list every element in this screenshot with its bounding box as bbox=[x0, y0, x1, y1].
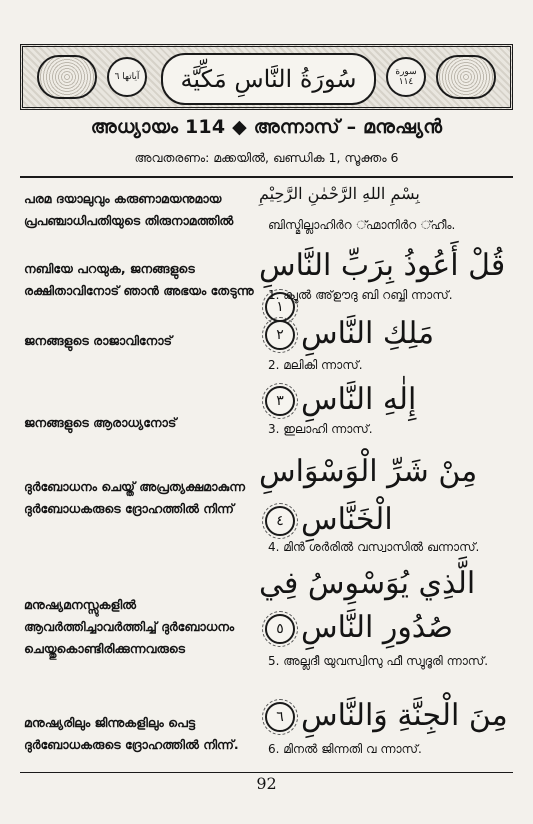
verse-number-2: ٢ bbox=[265, 320, 295, 350]
verse-6-transliteration: 6. മിനൽ ജിന്നതി വ ന്നാസ്. bbox=[268, 742, 422, 756]
verse-2-translation: ജനങ്ങളുടെ രാജാവിനോട് bbox=[24, 333, 173, 348]
bismillah-transliteration: ബിസ്മില്ലാഹിർറ ്ഹ്മാനിർറ ്ഹീം. bbox=[268, 218, 456, 232]
verse-2-arabic bbox=[259, 314, 509, 354]
verse-5-transliteration: 5. അല്ലദീ യുവസ്വിസു ഫീ സ്വുദൂരി ന്നാസ്. bbox=[268, 654, 489, 668]
surah-name-arabic: سُورَةُ النَّاسِ مَكِّيَّة bbox=[161, 53, 376, 105]
verse-number-5: ٥ bbox=[265, 614, 295, 644]
verse-number-3: ٣ bbox=[265, 386, 295, 416]
surah-number-medallion: سورة ١١٤ bbox=[386, 57, 426, 97]
ornamental-header bbox=[20, 44, 513, 110]
verse-2-arabic-text: مَلِكِ النَّاسِ bbox=[301, 316, 435, 351]
verse-number-6: ٦ bbox=[265, 702, 295, 732]
verse-1-transliteration: 1. ക്വുൽ അ്ഊദു ബി റബ്ബി ന്നാസ്. bbox=[268, 288, 453, 302]
ornament-right bbox=[436, 55, 496, 99]
verse-3-arabic bbox=[259, 380, 509, 420]
verse-number-4: ٤ bbox=[265, 506, 295, 536]
verse-3-translation: ജനങ്ങളുടെ ആരാധ്യനോട് bbox=[24, 415, 177, 430]
verse-1-translation: നബിയേ പറയുക, ജനങ്ങളുടെ രക്ഷിതാവിനോട് ഞാൻ അഭയം തേടുന്നു bbox=[24, 261, 254, 298]
verse-1-arabic-text: قُلْ أَعُوذُ بِرَبِّ النَّاسِ bbox=[259, 248, 506, 283]
ornament-left bbox=[37, 55, 97, 99]
verse-6-translation: മനുഷ്യരിലും ജിന്നുകളിലും പെട്ട ദുർബോധകരുടെ ദ്രോഹത്തിൽ നിന്ന്. bbox=[24, 715, 239, 752]
verse-5-arabic bbox=[259, 562, 509, 650]
footer-divider bbox=[20, 772, 513, 773]
verse-5-translation: മനുഷ്യമനസ്സുകളിൽ ആവർത്തിച്ചാവർത്തിച്ച് ദുർബോധനം ചെയ്തുകൊണ്ടിരിക്കുന്നവരുടെ bbox=[24, 597, 235, 656]
verse-6-arabic bbox=[259, 696, 509, 736]
verse-5-arabic-text: الَّذِي يُوَسْوِسُ فِي صُدُورِ النَّاسِ bbox=[259, 566, 476, 645]
verse-count-medallion: آياتها ٦ bbox=[107, 57, 147, 97]
divider bbox=[20, 176, 513, 178]
bismillah-arabic: بِسْمِ اللهِ الرَّحْمٰنِ الرَّحِيْمِ bbox=[259, 184, 420, 203]
verse-3-transliteration: 3. ഇലാഹി ന്നാസ്. bbox=[268, 422, 373, 436]
verse-4-arabic bbox=[259, 448, 509, 544]
verse-4-arabic-text: مِنْ شَرِّ الْوَسْوَاسِ الْخَنَّاسِ bbox=[259, 454, 478, 537]
verse-6-arabic-text: مِنَ الْجِنَّةِ وَالنَّاسِ bbox=[301, 698, 508, 733]
verse-number-1: ١ bbox=[265, 292, 295, 322]
verse-2-transliteration: 2. മലികി ന്നാസ്. bbox=[268, 358, 363, 372]
page-number: 92 bbox=[256, 774, 277, 793]
verse-4-translation: ദുർബോധനം ചെയ്ത് അപ്രത്യക്ഷമാകുന്ന ദുർബോധകരുടെ ദ്രോഹത്തിൽ നിന്ന് bbox=[24, 479, 245, 516]
bismillah-translation: പരമ ദയാലുവും കരുണാമയനുമായ പ്രപഞ്ചാധിപതിയുടെ തിരുനാമത്തിൽ bbox=[24, 191, 234, 228]
revelation-info: അവതരണം: മക്കയിൽ, ഖണ്ഡിക 1, സൂക്തം 6 bbox=[134, 150, 399, 165]
verse-4-transliteration: 4. മിൻ ശർരിൽ വസ്വാസിൽ ഖന്നാസ്. bbox=[268, 540, 480, 554]
chapter-title: അധ്യായം 114 ◆ അന്നാസ് – മനുഷ്യൻ bbox=[90, 116, 443, 138]
verse-3-arabic-text: إِلٰهِ النَّاسِ bbox=[301, 382, 417, 417]
